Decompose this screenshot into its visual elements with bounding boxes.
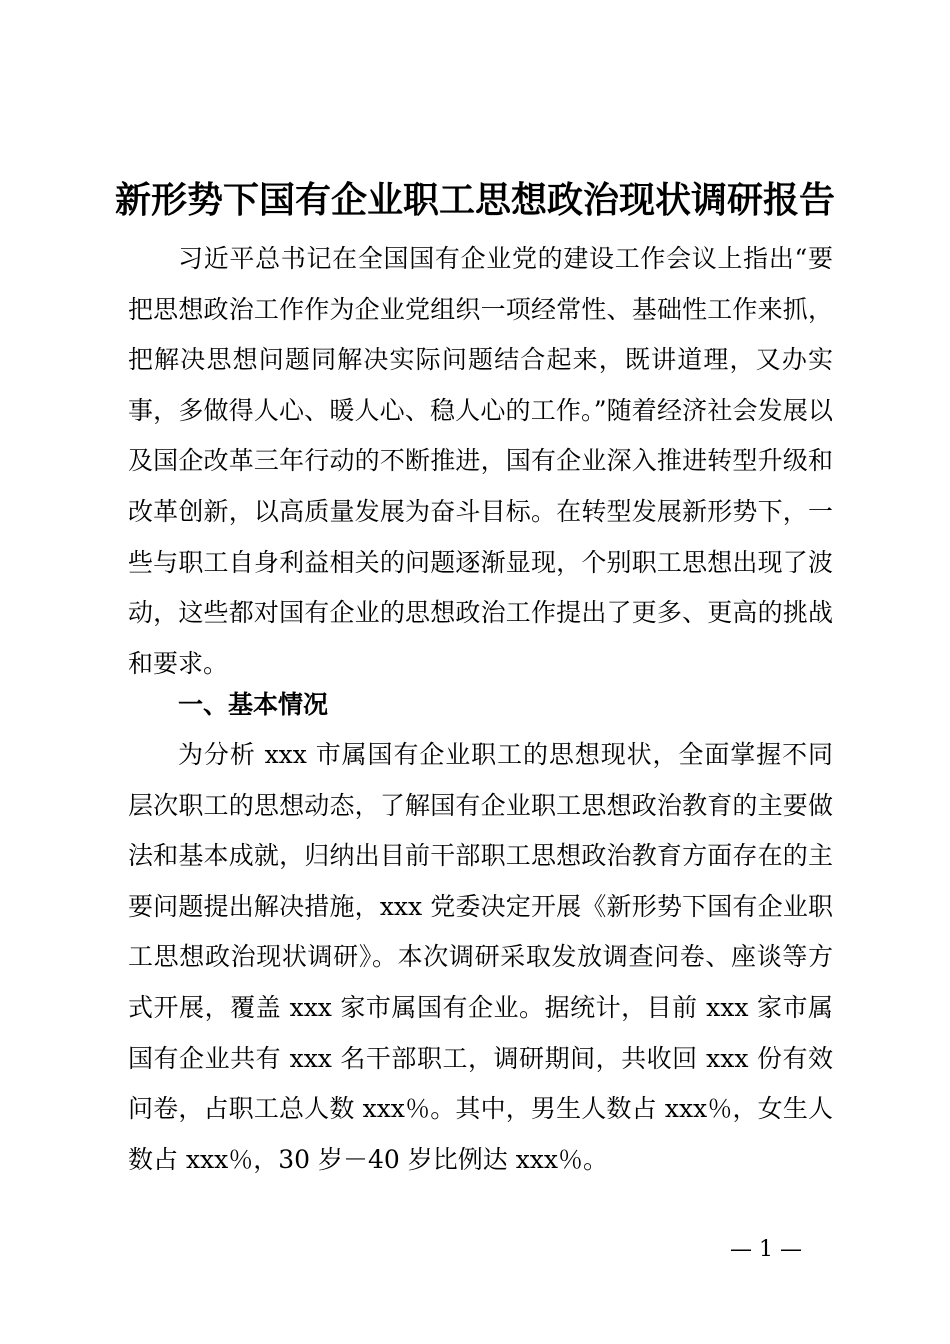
section-heading: 一、基本情况 bbox=[178, 690, 329, 719]
intro-paragraph: 习近平总书记在全国国有企业党的建设工作会议上指出“要把思想政治工作作为企业党组织一项经常性、基础性工作来抓，把解决思想问题同解决实际问题结合起来，既讲道理，又办实事，多做得人心、暖人心、稳人心的工作。”随着经济社会发展以及国企改革三年行动的不断推进，国有企业深入推进转型升级和改革创新，以高质量发展为奋斗目标。在转型发展新形势下，一些与职工自身利益相关的问题逐渐显现，个别职工思想出现了波动，这些都对国有企业的思想政治工作提出了更多、更高的挑战和要求。 bbox=[128, 244, 833, 678]
page-number: — 1 — bbox=[730, 1237, 802, 1262]
basic-situation-paragraph: 为分析 xxx 市属国有企业职工的思想现状，全面掌握不同层次职工的思想动态，了解国有企业职工思想政治教育的主要做法和基本成就，归纳出目前干部职工思想政治教育方面存在的主要问题提出解决措施，xxx 党委决定开展《新形势下国有企业职工思想政治现状调研》。本次调研采取发放调查问卷、座谈等方式开展，覆盖 xxx 家市属国有企业。据统计，目前 xxx 家市属国有企业共有 xxx 名干部职工，调研期间，共收回 xxx 份有效问卷，占职工总人数 xxx％。其中，男生人数占 xxx％，女生人数占 xxx％，30 岁－40 岁比例达 xxx％。 bbox=[128, 740, 833, 1174]
document-title: 新形势下国有企业职工思想政治现状调研报告 bbox=[114, 179, 835, 221]
